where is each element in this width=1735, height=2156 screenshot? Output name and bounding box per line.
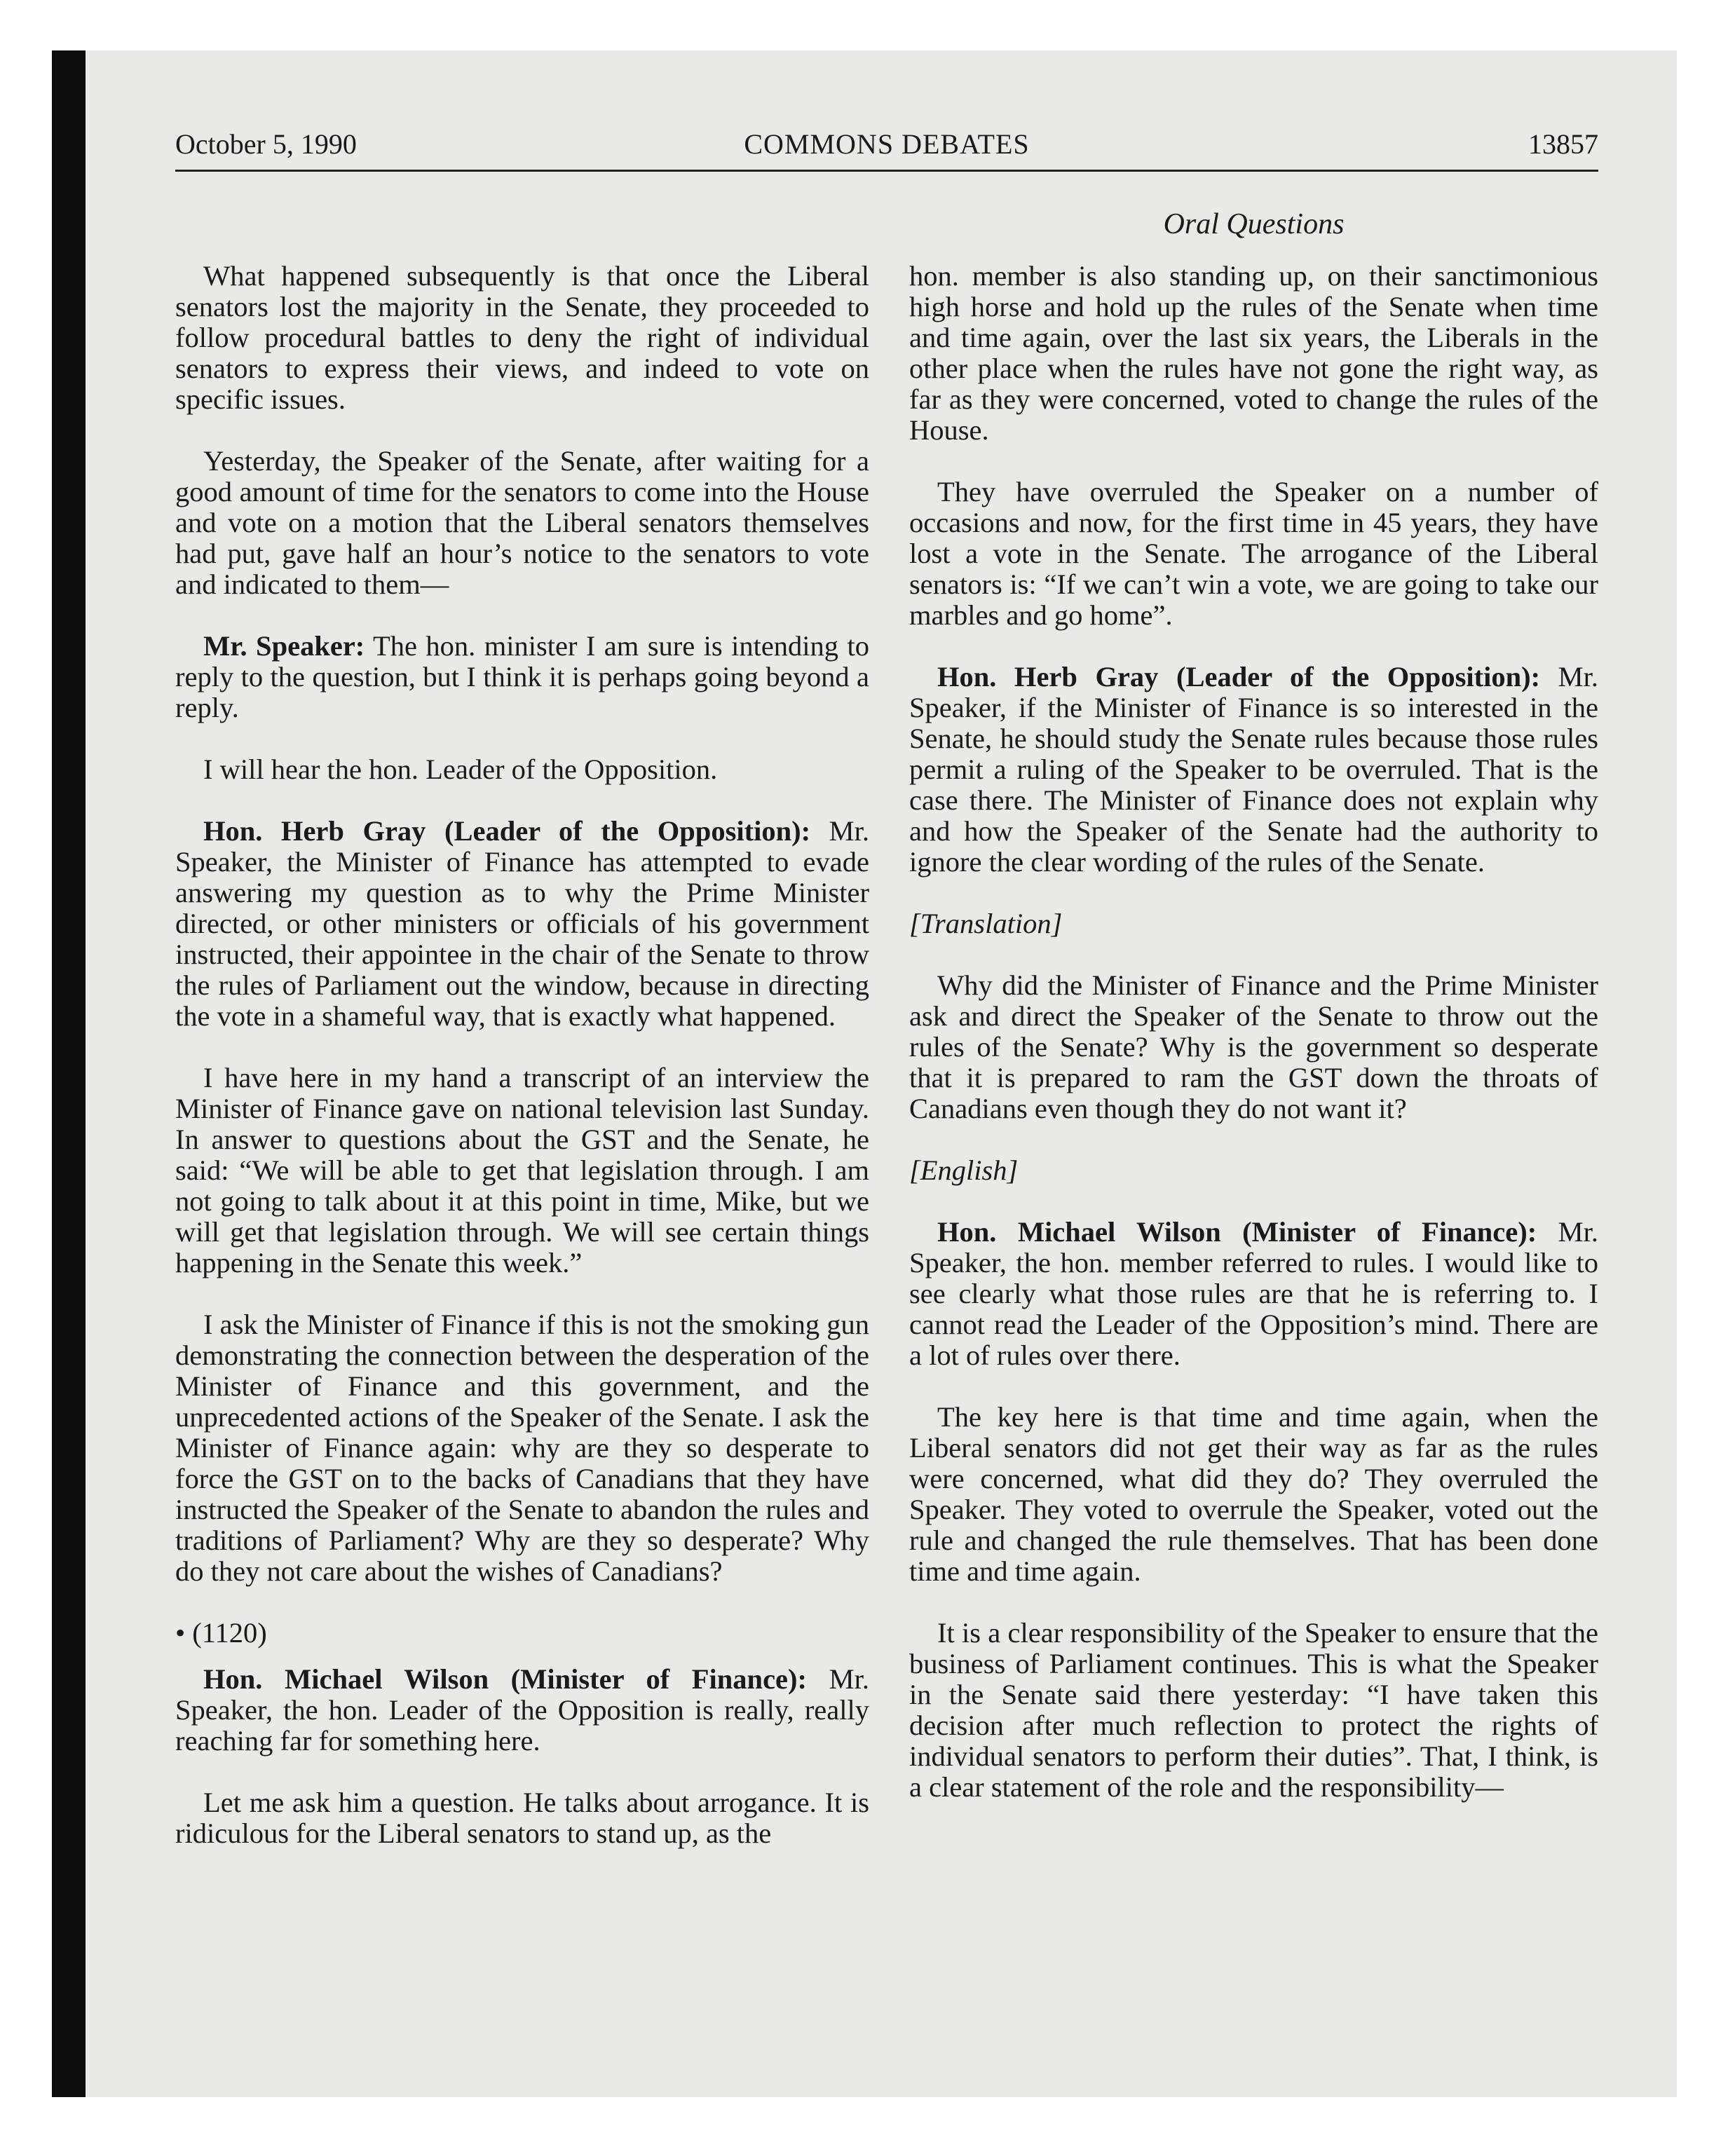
paragraph: Yesterday, the Speaker of the Senate, after waiting for a good amount of time for the senators to come into the House and vote on a motion that the Liberal senators themselves had put, gave half an hour’s notice to the senators to vote and indicated to them— [175,445,869,600]
speech-text: The hon. minister I am sure is intending to reply to the question, but I think it is perhaps going beyond a reply. [175,630,869,723]
header-date: October 5, 1990 [175,128,357,160]
speech-paragraph [909,662,1598,878]
header-title: COMMONS DEBATES [744,128,1030,160]
page-number: 13857 [1528,128,1598,160]
paragraph: I ask the Minister of Finance if this is not the smoking gun demonstrating the connection between the desperation of the Minister of Finance and this government, and the unprecedented actions of the Speaker of the Senate. I ask the Minister of Finance again: why are they so desperate to force the GST on to the backs of Canadians that they have instructed the Speaker of the Senate to abandon the rules and traditions of Parliament? Why are they so desperate? Why do they not care about the wishes of Canadians? [175,1309,869,1587]
header-rule [175,170,1598,172]
speaker-name: Hon. Michael Wilson (Minister of Finance): [937,1216,1537,1248]
speech-paragraph [175,816,869,1032]
speech-text: Mr. Speaker, the hon. Leader of the Opposition is really, really reaching far for something here. [175,1663,869,1756]
section-title: Oral Questions [1163,208,1345,240]
left-column [175,261,869,1880]
page-header [175,128,1598,167]
right-column [909,261,1598,1834]
speech-paragraph [909,1217,1598,1371]
speech-text: Mr. Speaker, the Minister of Finance has attempted to evade answering my question as to why the Prime Minister directed, or other ministers or officials of his government instructed, their appointee in the chair of the Senate to throw the rules of Parliament out the window, because in directing the vote in a shameful way, that is exactly what happened. [175,815,870,1032]
speaker-name: Hon. Herb Gray (Leader of the Opposition): [203,815,811,847]
translation-marker: [Translation] [909,908,1063,939]
paragraph: Let me ask him a question. He talks about arrogance. It is ridiculous for the Liberal senators to stand up, as the [175,1787,869,1849]
paragraph: It is a clear responsibility of the Speaker to ensure that the business of Parliament continues. This is what the Speaker in the Senate said there yesterday: “I have taken this decision after much reflection to protect the rights of individual senators to perform their duties”. That, I think, is a clear statement of the role and the responsibility— [909,1617,1598,1803]
speaker-name: Mr. Speaker: [203,630,365,662]
paragraph: I have here in my hand a transcript of an interview the Minister of Finance gave on national television last Sunday. In answer to questions about the GST and the Senate, he said: “We will be able to get that legislation through. I am not going to talk about it at this point in time, Mike, but we will get that legislation through. We will see certain things happening in the Senate this week.” [175,1062,869,1278]
time-marker: • (1120) [175,1617,267,1649]
paragraph: Why did the Minister of Finance and the Prime Minister ask and direct the Speaker of the Senate to throw out the rules of the Senate? Why is the government so desperate that it is prepared to ram the GST down the throats of Canadians even though they do not want it? [909,969,1598,1124]
paragraph: The key here is that time and time again, when the Liberal senators did not get their way as far as the rules were concerned, what did they do? They overruled the Speaker. They voted to overrule the Speaker, voted out the rule and changed the rule themselves. That has been done time and time again. [909,1401,1598,1587]
paragraph: What happened subsequently is that once the Liberal senators lost the majority in the Senate, they proceeded to follow procedural battles to deny the right of individual senators to express their views, and indeed to vote on specific issues. [175,260,869,415]
english-marker: [English] [909,1154,1019,1186]
speaker-name: Hon. Herb Gray (Leader of the Opposition): [937,661,1541,692]
paragraph: I will hear the hon. Leader of the Opposition. [203,753,718,785]
speech-text: Mr. Speaker, the hon. member referred to rules. I would like to see clearly what those rules are that he is referring to. I cannot read the Leader of the Opposition’s mind. There are a lot of rules over there. [909,1216,1598,1371]
binding-edge [52,50,86,2097]
paragraph: They have overruled the Speaker on a number of occasions and now, for the first time in 45 years, they have lost a vote in the Senate. The arrogance of the Liberal senators is: “If we can’t win a vote, we are going to take our marbles and go home”. [909,476,1598,631]
speaker-name: Hon. Michael Wilson (Minister of Finance): [203,1663,808,1695]
speech-text: Mr. Speaker, if the Minister of Finance is so interested in the Senate, he should study the Senate rules because those rules permit a ruling of the Speaker to be overruled. That is the case there. The Minister of Finance does not explain why and how the Speaker of the Senate had the authority to ignore the clear wording of the rules of the Senate. [909,661,1599,878]
paragraph: hon. member is also standing up, on their sanctimonious high horse and hold up the rules of the Senate when time and time again, over the last six years, the Liberals in the other place when the rules have not gone the right way, as far as they were concerned, voted to change the rules of the House. [909,260,1598,446]
speech-paragraph [175,631,869,723]
speech-paragraph [175,1664,869,1756]
